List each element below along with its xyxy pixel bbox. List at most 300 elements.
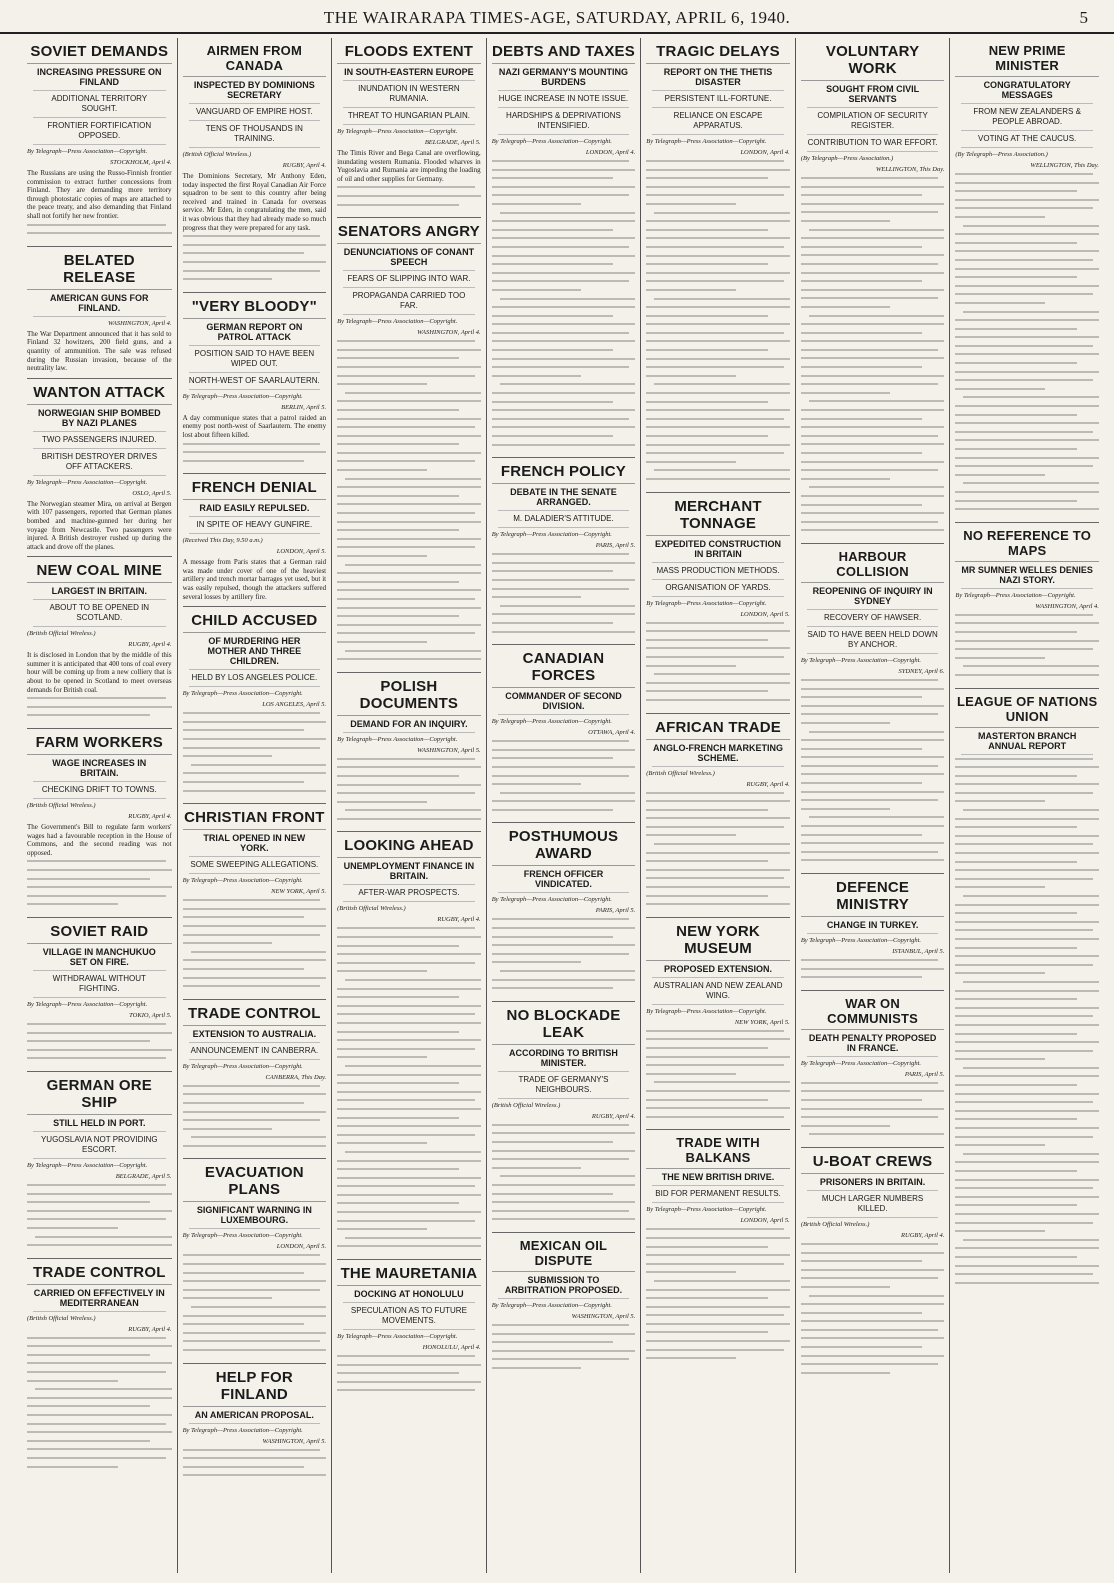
- article-body: The Norwegian steamer Mira, on arrival at Bergen with 107 passengers, reported that German planes bombed and machine-gunned her during her voyage from Newcastle. Two passengers were injured. A British destroyer rushed up during the attack and drove off the planes.: [27, 499, 172, 551]
- text-line: [492, 588, 630, 590]
- text-line: [646, 280, 784, 282]
- text-line: [492, 1324, 630, 1326]
- article-headline: DEBTS AND TAXES: [492, 41, 636, 64]
- text-line: [646, 186, 790, 188]
- article-headline: POSTHUMOUS AWARD: [492, 826, 636, 866]
- text-line: [27, 1371, 166, 1373]
- text-line: [337, 512, 475, 514]
- text-line: [183, 721, 327, 723]
- article-subheading: TENS OF THOUSANDS IN TRAINING.: [189, 124, 321, 148]
- article-body-text: [183, 899, 327, 987]
- text-line: [183, 1128, 273, 1130]
- text-line: [492, 757, 614, 759]
- text-line: [955, 259, 1093, 261]
- article-body: The Government's Bill to regulate farm workers' wages had a favourable reception in the House of Commons, and the second reading was not opposed.: [27, 823, 172, 857]
- article-subheading: WITHDRAWAL WITHOUT FIGHTING.: [33, 974, 166, 998]
- text-line: [654, 469, 790, 471]
- text-line: [955, 657, 1045, 659]
- article-headline: WAR ON COMMUNISTS: [801, 994, 945, 1030]
- article-body-text: [183, 1449, 327, 1477]
- article-body: The War Department announced that it has sold to Finland 32 howitzers, 200 field guns, and a quantity of ammunition. The sale was refused during the Russian invasion, because of the neutrality law.: [27, 329, 172, 373]
- text-line: [183, 772, 327, 774]
- article-body-text: [801, 679, 945, 861]
- column-6: [795, 38, 950, 1573]
- text-line: [646, 699, 790, 701]
- text-line: [492, 280, 630, 282]
- text-line: [492, 418, 630, 420]
- article-subheading: ORGANISATION OF YARDS.: [652, 583, 784, 597]
- text-line: [337, 375, 475, 377]
- text-line: [492, 194, 630, 196]
- text-line: [654, 383, 790, 385]
- text-line: [801, 713, 939, 715]
- text-line: [492, 186, 636, 188]
- text-line: [337, 1211, 481, 1213]
- text-line: [955, 1187, 1093, 1189]
- text-line: [646, 366, 784, 368]
- text-line: [801, 722, 891, 724]
- article-body-text: [955, 173, 1099, 510]
- article-subheading: AFTER-WAR PROSPECTS.: [343, 888, 475, 902]
- wire-credit: (British Official Wireless.): [337, 905, 406, 913]
- article-body-text: [337, 758, 481, 820]
- text-line: [27, 860, 166, 862]
- text-line: [27, 1457, 166, 1459]
- article-body-text: [27, 860, 172, 905]
- article-subheading: M. DALADIER'S ATTITUDE.: [498, 514, 630, 528]
- text-line: [963, 1239, 1099, 1241]
- text-line: [183, 755, 273, 757]
- text-line: [955, 233, 1099, 235]
- text-line: [27, 1380, 118, 1382]
- text-line: [337, 460, 475, 462]
- article-headline: MEXICAN OIL DISPUTE: [492, 1236, 636, 1272]
- text-line: [337, 357, 459, 359]
- text-line: [27, 697, 166, 699]
- text-line: [35, 1388, 172, 1390]
- text-line: [801, 968, 945, 970]
- text-line: [27, 1466, 118, 1468]
- article-body-text: [27, 1337, 172, 1468]
- text-line: [955, 422, 1099, 424]
- article-subheading: ABOUT TO BE OPENED IN SCOTLAND.: [33, 603, 166, 627]
- text-line: [27, 1397, 172, 1399]
- wire-credit: By Telegraph—Press Association—Copyright.: [646, 1007, 767, 1015]
- text-line: [492, 783, 582, 785]
- article-body: A message from Paris states that a German raid was made under cover of one of the heaviest artillery and trench mortar barrages yet used, but it was easily repulsed, though the attackers suffered several losses by artillery fire.: [182, 558, 327, 601]
- text-line: [183, 1119, 321, 1121]
- text-line: [955, 190, 1077, 192]
- article-subheading: DEATH PENALTY PROPOSED IN FRANCE.: [807, 1033, 939, 1057]
- text-line: [955, 431, 1093, 433]
- text-line: [955, 861, 1077, 863]
- article: [492, 823, 636, 1001]
- article-body-text: [27, 1023, 172, 1059]
- text-line: [801, 959, 939, 961]
- text-line: [183, 1323, 305, 1325]
- text-line: [955, 1058, 1045, 1060]
- wire-credit: By Telegraph—Press Association—Copyright.: [337, 318, 458, 326]
- text-line: [646, 1331, 768, 1333]
- text-line: [337, 1194, 481, 1196]
- text-line: [345, 1237, 481, 1239]
- article-headline: TRADE CONTROL: [27, 1262, 172, 1285]
- text-line: [801, 842, 945, 844]
- text-line: [955, 500, 1077, 502]
- text-line: [801, 1372, 891, 1374]
- dateline: LONDON, April 5.: [740, 1217, 790, 1225]
- article-headline: AIRMEN FROM CANADA: [183, 41, 327, 77]
- text-line: [801, 375, 945, 377]
- text-line: [801, 323, 945, 325]
- text-line: [345, 478, 481, 480]
- article-headline: FRENCH POLICY: [492, 461, 636, 484]
- text-line: [337, 818, 481, 820]
- text-line: [492, 229, 614, 231]
- article-subheading: SAID TO HAVE BEEN HELD DOWN BY ANCHOR.: [807, 630, 939, 654]
- text-line: [492, 1184, 636, 1186]
- article-headline: LOOKING AHEAD: [337, 835, 481, 858]
- dateline: CANBERRA, This Day.: [265, 1073, 327, 1081]
- wire-credit: By Telegraph—Press Association—Copyright.: [646, 138, 767, 145]
- article-subheading: MASS PRODUCTION METHODS.: [652, 566, 784, 580]
- text-line: [27, 1423, 166, 1425]
- text-line: [337, 953, 481, 955]
- article: [646, 918, 790, 1131]
- dateline: OSLO, April 5.: [132, 489, 172, 497]
- text-line: [801, 1269, 945, 1271]
- text-line: [183, 977, 327, 979]
- article: [183, 1000, 327, 1160]
- text-line: [801, 426, 945, 428]
- text-line: [801, 782, 923, 784]
- text-line: [337, 349, 481, 351]
- text-line: [646, 1314, 784, 1316]
- text-line: [646, 160, 784, 162]
- text-line: [955, 852, 1099, 854]
- text-line: [646, 1099, 768, 1101]
- wire-credit: By Telegraph—Press Association—Copyright.: [491, 718, 612, 726]
- text-line: [801, 1363, 939, 1365]
- dateline: WASHINGTON, April 5.: [571, 1312, 636, 1320]
- article-headline: U-BOAT CREWS: [801, 1151, 945, 1174]
- text-line: [27, 1337, 166, 1339]
- article-headline: NO BLOCKADE LEAK: [492, 1005, 636, 1045]
- text-line: [955, 998, 1077, 1000]
- article: [183, 474, 327, 607]
- text-line: [492, 749, 636, 751]
- article-headline: FLOODS EXTENT: [337, 41, 481, 64]
- article: [27, 557, 172, 729]
- text-line: [963, 981, 1099, 983]
- text-line: [646, 1030, 784, 1032]
- dateline: LONDON, April 5.: [740, 610, 790, 618]
- article: [492, 645, 636, 823]
- text-line: [801, 280, 923, 282]
- article-subheading: FRENCH OFFICER VINDICATED.: [498, 869, 630, 893]
- text-line: [27, 1354, 150, 1356]
- text-line: [646, 647, 790, 649]
- text-line: [955, 990, 1099, 992]
- text-line: [337, 1185, 475, 1187]
- text-line: [27, 1244, 172, 1246]
- article: [337, 1260, 481, 1403]
- article-subheading: UNEMPLOYMENT FINANCE IN BRITAIN.: [343, 861, 475, 885]
- text-line: [955, 1179, 1099, 1181]
- wire-credit: By Telegraph—Press Association—Copyright.: [337, 735, 458, 743]
- text-line: [955, 835, 1099, 837]
- article-headline: THE MAURETANIA: [337, 1263, 481, 1286]
- text-line: [337, 503, 481, 505]
- text-line: [654, 843, 790, 845]
- article-headline: MERCHANT TONNAGE: [646, 496, 790, 536]
- article-subheading: SOUGHT FROM CIVIL SERVANTS: [807, 84, 939, 108]
- text-line: [955, 328, 1077, 330]
- wire-credit: (British Official Wireless.): [27, 1314, 96, 1322]
- text-line: [183, 1289, 321, 1291]
- text-line: [27, 714, 150, 716]
- text-line: [337, 970, 427, 972]
- dateline: RUGBY, April 4.: [282, 162, 327, 169]
- dateline: LOS ANGELES, April 5.: [262, 701, 327, 709]
- text-line: [492, 1367, 582, 1369]
- article: [646, 38, 790, 493]
- article-subheading: EXTENSION TO AUSTRALIA.: [189, 1029, 321, 1043]
- article-subheading: VANGUARD OF EMPIRE HOST.: [189, 107, 321, 121]
- text-line: [955, 843, 1093, 845]
- text-line: [492, 1141, 614, 1143]
- text-line: [646, 315, 768, 317]
- text-line: [801, 1099, 923, 1101]
- article-subheading: INSPECTED BY DOMINIONS SECRETARY: [189, 80, 321, 104]
- text-line: [801, 859, 945, 861]
- text-line: [955, 371, 1099, 373]
- text-line: [801, 297, 939, 299]
- dateline: LONDON, April 4.: [585, 149, 636, 156]
- text-line: [337, 1202, 459, 1204]
- text-line: [183, 1466, 305, 1468]
- text-line: [345, 392, 481, 394]
- article-headline: CANADIAN FORCES: [492, 648, 636, 688]
- article-headline: WANTON ATTACK: [27, 382, 172, 405]
- wire-credit: (By Telegraph—Press Association.): [800, 155, 894, 162]
- text-line: [955, 818, 1099, 820]
- article: [492, 458, 636, 645]
- article-subheading: SIGNIFICANT WARNING IN LUXEMBOURG.: [189, 1205, 321, 1229]
- text-line: [337, 452, 481, 454]
- text-line: [337, 426, 475, 428]
- text-line: [646, 1306, 790, 1308]
- wire-credit: By Telegraph—Press Association—Copyright.: [800, 937, 922, 944]
- text-line: [183, 968, 305, 970]
- text-line: [183, 1145, 327, 1147]
- text-line: [27, 895, 166, 897]
- text-line: [801, 357, 945, 359]
- article-body: A day communique states that a patrol raided an enemy post north-west of Saarlautern. The enemy lost about fifteen killed.: [182, 413, 327, 439]
- dateline: ISTANBUL, April 5.: [892, 948, 945, 955]
- text-line: [337, 409, 459, 411]
- text-line: [492, 177, 614, 179]
- text-line: [646, 630, 790, 632]
- text-line: [955, 622, 1099, 624]
- text-line: [492, 775, 630, 777]
- text-line: [183, 942, 273, 944]
- wire-credit: By Telegraph—Press Association—Copyright.: [27, 1161, 148, 1169]
- text-line: [183, 443, 321, 445]
- article-body-text: [955, 758, 1099, 1284]
- text-line: [955, 199, 1099, 201]
- text-line: [955, 1256, 1077, 1258]
- text-line: [955, 414, 1077, 416]
- dateline: BERLIN, April 5.: [281, 403, 327, 411]
- text-line: [646, 895, 768, 897]
- dateline: LONDON, April 5.: [276, 1243, 327, 1251]
- text-line: [492, 562, 636, 564]
- text-line: [27, 869, 172, 871]
- article-headline: FRENCH DENIAL: [183, 477, 327, 500]
- text-line: [183, 1297, 273, 1299]
- text-line: [337, 435, 481, 437]
- text-line: [646, 639, 768, 641]
- text-line: [191, 951, 327, 953]
- text-line: [183, 747, 321, 749]
- text-line: [801, 246, 923, 248]
- text-line: [183, 1340, 321, 1342]
- text-line: [646, 1340, 790, 1342]
- article-subheading: ANNOUNCEMENT IN CANBERRA.: [189, 1046, 321, 1060]
- article-subheading: THREAT TO HUNGARIAN PLAIN.: [343, 111, 475, 125]
- text-line: [337, 195, 481, 197]
- text-line: [337, 1220, 475, 1222]
- article-body-text: [27, 1184, 172, 1246]
- text-line: [337, 1108, 481, 1110]
- article: [183, 38, 327, 293]
- text-line: [492, 340, 636, 342]
- article-body-text: [492, 553, 636, 632]
- text-line: [337, 1355, 475, 1357]
- dateline: RUGBY, April 4.: [901, 1231, 945, 1239]
- text-line: [646, 860, 768, 862]
- newspaper-columns: [22, 38, 1104, 1573]
- text-line: [955, 1213, 1099, 1215]
- article-body-text: [183, 712, 327, 791]
- article: [646, 493, 790, 714]
- text-line: [183, 252, 305, 254]
- text-line: [801, 834, 923, 836]
- text-line: [337, 927, 475, 929]
- article-subheading: HUGE INCREASE IN NOTE ISSUE.: [498, 94, 630, 108]
- text-line: [809, 400, 945, 402]
- text-line: [337, 996, 459, 998]
- text-line: [955, 674, 1099, 676]
- text-line: [801, 1108, 945, 1110]
- text-line: [801, 1116, 939, 1118]
- article-subheading: AN AMERICAN PROPOSAL.: [189, 1410, 321, 1424]
- text-line: [646, 1038, 790, 1040]
- article: [955, 689, 1099, 1296]
- article-body-text: [337, 340, 481, 660]
- wire-credit: By Telegraph—Press Association—Copyright.: [800, 656, 922, 664]
- text-line: [183, 1111, 327, 1113]
- text-line: [492, 289, 582, 291]
- article-subheading: TRIAL OPENED IN NEW YORK.: [189, 833, 321, 857]
- column-5: [640, 38, 795, 1573]
- text-line: [955, 508, 1099, 510]
- text-line: [955, 878, 1093, 880]
- text-line: [337, 988, 481, 990]
- text-line: [27, 903, 118, 905]
- article-subheading: PERSISTENT ILL-FORTUNE.: [652, 94, 784, 108]
- text-line: [492, 570, 614, 572]
- text-line: [183, 925, 327, 927]
- dateline: RUGBY, April 4.: [437, 916, 481, 924]
- article: [492, 38, 636, 458]
- text-line: [646, 229, 768, 231]
- text-line: [955, 964, 1093, 966]
- article: [337, 38, 481, 218]
- dateline: LONDON, April 5.: [276, 548, 327, 556]
- text-line: [492, 944, 636, 946]
- text-line: [183, 244, 327, 246]
- article-subheading: REPORT ON THE THETIS DISASTER: [652, 67, 784, 91]
- text-line: [345, 809, 481, 811]
- article-subheading: TRADE OF GERMANY'S NEIGHBOURS.: [498, 1075, 630, 1099]
- text-line: [183, 729, 305, 731]
- text-line: [492, 596, 582, 598]
- article-subheading: INUNDATION IN WESTERN RUMANIA.: [343, 84, 475, 108]
- article: [492, 1233, 636, 1381]
- text-line: [955, 216, 1045, 218]
- text-line: [646, 263, 768, 265]
- article-subheading: FRONTIER FORTIFICATION OPPOSED.: [33, 121, 166, 145]
- article-body-text: [801, 1082, 945, 1136]
- text-line: [337, 546, 475, 548]
- text-line: [492, 315, 614, 317]
- text-line: [27, 1405, 150, 1407]
- dateline: STOCKHOLM, April 4.: [110, 159, 172, 166]
- text-line: [801, 383, 939, 385]
- text-line: [646, 272, 790, 274]
- text-line: [492, 1218, 636, 1220]
- column-1: [22, 38, 177, 1573]
- text-line: [801, 1337, 945, 1339]
- text-line: [801, 679, 939, 681]
- article: [27, 379, 172, 558]
- text-line: [27, 1184, 166, 1186]
- article-body-text: [955, 614, 1099, 676]
- text-line: [801, 177, 939, 179]
- text-line: [492, 358, 636, 360]
- text-line: [27, 1049, 172, 1051]
- text-line: [27, 886, 172, 888]
- column-4: [486, 38, 641, 1573]
- article-subheading: AUSTRALIAN AND NEW ZEALAND WING.: [652, 981, 784, 1005]
- article-subheading: NORTH-WEST OF SAARLAUTERN.: [189, 376, 321, 390]
- text-line: [646, 323, 790, 325]
- text-line: [955, 648, 1093, 650]
- text-line: [183, 451, 327, 453]
- text-line: [801, 452, 923, 454]
- text-line: [963, 895, 1099, 897]
- text-line: [646, 1090, 790, 1092]
- text-line: [801, 756, 945, 758]
- article-headline: AFRICAN TRADE: [646, 717, 790, 740]
- article: [337, 218, 481, 673]
- article: [646, 714, 790, 918]
- text-line: [183, 1254, 321, 1256]
- text-line: [500, 792, 636, 794]
- article-subheading: VOTING AT THE CAUCUS.: [961, 134, 1093, 148]
